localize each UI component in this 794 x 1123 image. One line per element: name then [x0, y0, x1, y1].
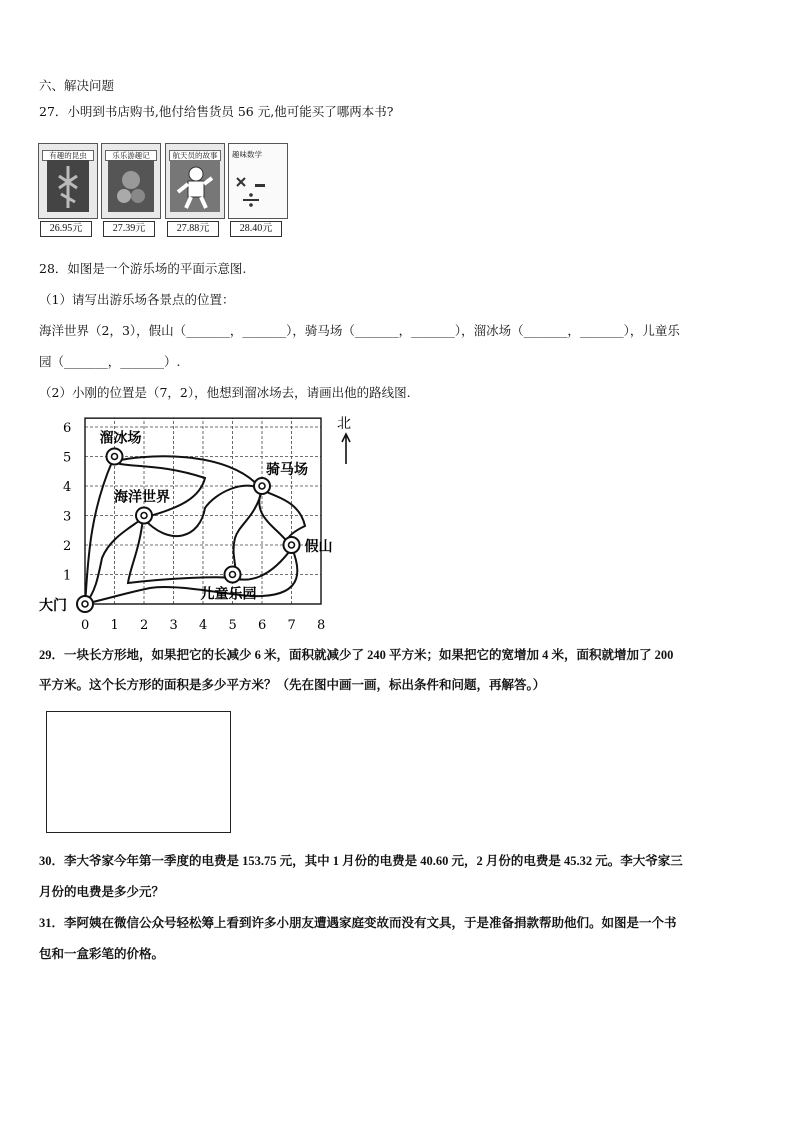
map-axis-ticks	[63, 421, 325, 633]
y-tick-label: 6	[63, 421, 72, 436]
insect-illustration	[39, 158, 97, 218]
x-tick-label: 6	[258, 618, 267, 633]
place-label: 海洋世界	[114, 489, 170, 506]
book-3-price: 27.88元	[167, 221, 219, 237]
q29-line2: 平方米。这个长方形的面积是多少平方米？（先在图中画一画，标出条件和问题，再解答。）	[39, 678, 546, 692]
q30-line2: 月份的电费是多少元？	[39, 885, 165, 899]
y-tick-label: 1	[63, 568, 72, 584]
book-4-title: 趣味数学	[232, 150, 262, 159]
x-tick-label: 3	[169, 618, 178, 633]
q28-part2: （2）小刚的位置是（7，2），他想到溜冰场去，请画出他的路线图.	[39, 385, 411, 400]
x-tick-label: 7	[287, 618, 296, 633]
q27-text: 27．小明到书店购书,他付给售货员 56 元,他可能买了哪两本书?	[39, 104, 394, 119]
book-1-title: 有趣的昆虫	[42, 150, 94, 161]
q30-line1: 30．李大爷家今年第一季度的电费是 153.75 元，其中 1 月份的电费是 40.60 元，2 月份的电费是 45.32 元。李大爷家三	[39, 854, 683, 868]
place-label: 溜冰场	[99, 430, 142, 447]
book-1	[38, 143, 98, 219]
place-marker	[225, 567, 241, 583]
astronaut-illustration	[166, 158, 224, 218]
character-illustration	[102, 158, 160, 218]
book-1-price: 26.95元	[40, 221, 92, 237]
place-label: 骑马场	[266, 462, 308, 478]
book-3-title: 航天员的故事	[169, 150, 221, 161]
north-arrow	[337, 416, 351, 464]
place-marker	[254, 478, 270, 494]
x-tick-label: 8	[317, 618, 326, 633]
amusement-park-map	[30, 408, 390, 640]
place-marker	[284, 537, 300, 553]
x-tick-label: 4	[199, 618, 208, 633]
place-label: 大门	[39, 598, 67, 614]
north-label: 北	[337, 416, 351, 432]
x-tick-label: 1	[110, 618, 119, 633]
q28-line1: 海洋世界（2，3），假山（_______，_______），骑马场（_______，_______），溜冰场（_______，_______），儿童乐	[39, 323, 680, 338]
q31-line2: 包和一盒彩笔的价格。	[39, 947, 165, 961]
q28-line2: 园（_______，_______）.	[39, 354, 181, 369]
map-paths	[85, 456, 305, 604]
place-marker	[136, 508, 152, 524]
book-3	[165, 143, 225, 219]
x-tick-label: 5	[228, 618, 237, 633]
book-4	[228, 143, 288, 219]
book-2-price: 27.39元	[103, 221, 155, 237]
y-tick-label: 3	[63, 509, 72, 525]
place-label: 儿童乐园	[200, 586, 257, 603]
q28-part1: （1）请写出游乐场各景点的位置：	[39, 292, 235, 307]
x-tick-label: 2	[140, 618, 149, 633]
y-tick-label: 5	[63, 450, 72, 466]
place-marker	[77, 596, 93, 612]
place-marker	[107, 449, 123, 465]
section-title: 六、解决问题	[39, 78, 115, 93]
q31-line1: 31．李阿姨在微信公众号轻松筹上看到许多小朋友遭遇家庭变故而没有文具，于是准备捐款帮助他们。如图是一个书	[39, 916, 677, 930]
book-4-price: 28.40元	[230, 221, 282, 237]
drawing-box[interactable]	[46, 711, 231, 833]
x-tick-label: 0	[81, 618, 90, 633]
book-2-title: 乐乐游趣记	[105, 150, 157, 161]
place-label: 假山	[304, 539, 333, 555]
q28-text: 28．如图是一个游乐场的平面示意图.	[39, 261, 247, 276]
y-tick-label: 2	[63, 539, 72, 554]
math-symbols-illustration	[229, 158, 287, 218]
q29-line1: 29．一块长方形地，如果把它的长减少 6 米，面积就减少了 240 平方米；如果把它的宽增加 4 米，面积就增加了 200	[39, 648, 674, 662]
y-tick-label: 4	[63, 480, 72, 495]
book-2	[101, 143, 161, 219]
